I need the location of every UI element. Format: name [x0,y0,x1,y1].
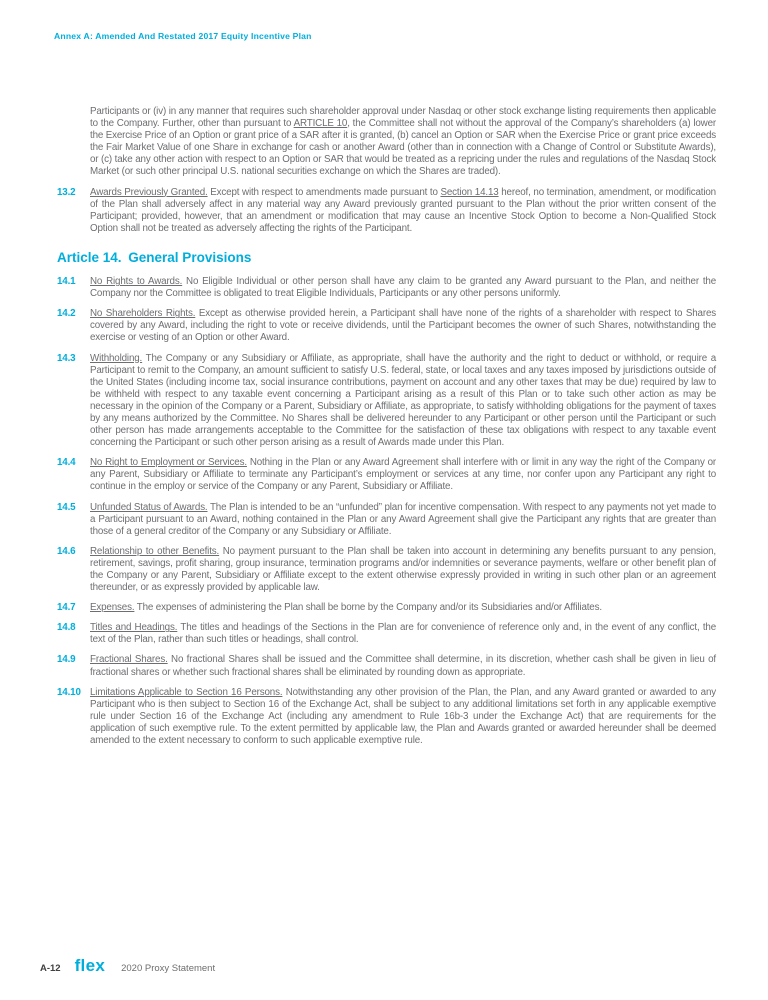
text-run: The titles and headings of the Sections in the Plan are for convenience of reference only and, in the event of any conflict, the text of the Plan, rather than such titles or headings, shall control. [90,622,716,646]
underlined-text: Section 14.13 [440,186,499,198]
proxy-statement-label: 2020 Proxy Statement [121,963,216,974]
section-number: 14.8 [57,622,76,634]
underlined-text: Expenses. [90,602,135,614]
underlined-text: Relationship to other Benefits. [90,545,220,557]
underlined-text: Titles and Headings. [90,622,178,634]
section-number: 14.4 [57,457,76,469]
numbered-section-item [57,622,716,646]
section-number: 14.5 [57,501,76,513]
text-run: No payment pursuant to the Plan shall be taken into account in determining any benefits pursuant to any pension, retirement, savings, profit sharing, group insurance, termination programs and/or indemnities or severance payments, welfare or other benefit plan of the Company or any Parent, Subsidiary or Affiliate except to the extent otherwise expressly provided in writing in such other plan or an agreement thereunder, or as expressly provided by applicable law. [90,545,716,594]
numbered-section-item [57,276,716,300]
article-heading: Article 14. General Provisions [57,249,252,265]
text-run: hereof, no termination, amendment, or modification of the Plan shall adversely affect in any material way any Award previously granted pursuant to the Plan without the prior written consent of the Participant; provided, however, that an amendment or modification that may cause an Incentive Stock Option to become a Non-Qualified Stock Option shall not be treated as adversely affecting the rights of the Participant. [90,186,716,234]
numbered-section-item [57,654,716,678]
text-run: Participants or (iv) in any manner that requires such shareholder approval under Nasdaq or other stock exchange listing requirements then applicable to the Company. Further, other than pursuant to [90,106,716,130]
underlined-text: No Right to Employment or Services. [90,457,247,469]
section-number: 14.2 [57,308,76,320]
section-number: 14.9 [57,654,76,666]
section-text [90,654,716,678]
section-text [90,187,716,235]
underlined-text: No Shareholders Rights. [90,308,196,320]
section-text [90,353,716,450]
text-run: Nothing in the Plan or any Award Agreement shall interfere with or limit in any way the right of the Company or any Parent, Subsidiary or Affiliate to terminate any Participant’s employment or services at any time, nor confer upon any Participant any right to continue in the employ or service of the Company or any Parent, Subsidiary or Affiliate. [90,457,716,493]
numbered-section-item [57,687,716,747]
annex-title: Annex A: Amended And Restated 2017 Equity Incentive Plan [54,31,312,41]
text-run: Except as otherwise provided herein, a Participant shall have none of the rights of a shareholder with respect to Shares covered by any Award, including the right to vote or receive dividends, until the Participant becomes the owner of such Shares, notwithstanding the exercise or vesting of an Option or other Award. [90,308,716,344]
section-text [90,546,716,594]
underlined-text: Fractional Shares. [90,654,168,666]
page-footer [40,956,215,976]
text-run: No Eligible Individual or other person shall have any claim to be granted any Award pursuant to the Plan, and neither the Company nor the Committee is obligated to treat Eligible Individuals, Participants or any other persons uniformly. [90,276,716,300]
section-number: 14.7 [57,602,76,614]
text-run: Except with respect to amendments made pursuant to [207,186,441,198]
underlined-text: Awards Previously Granted. [90,186,208,198]
section-number: 14.1 [57,276,76,288]
text-run: , the Committee shall not without the approval of the Company’s shareholders (a) lower the Exercise Price of an Option or grant price of a SAR after it is granted, (b) cancel an Option or SAR when the Exercise Price or grant price exceeds the Fair Market Value of one Share in exchange for cash or another Award (other than in connection with a Change of Control or Substitute Awards), or (c) take any other action with respect to an Option or SAR that would be treated as a repricing under the rules and regulations of the Nasdaq Stock Market (or such other principal U.S. national securities exchange on which the Shares are traded). [90,118,716,178]
numbered-section-item [57,353,716,450]
numbered-section-item [57,187,716,235]
numbered-section-item [57,502,716,538]
section-text [90,308,716,344]
numbered-section-item [57,457,716,493]
numbered-section-item [57,308,716,344]
section-number: 13.2 [57,186,76,198]
page-number: A-12 [40,963,61,974]
underlined-text: Withholding. [90,352,143,364]
section-number: 14.3 [57,352,76,364]
text-run: No fractional Shares shall be issued and the Committee shall determine, in its discretion, whether cash shall be given in lieu of fractional shares or whether such fractional shares shall be eliminated by rounding down as appropriate. [90,654,716,678]
section-text [90,502,716,538]
underlined-text: No Rights to Awards. [90,276,183,288]
section-text [90,602,716,614]
underlined-text: Limitations Applicable to Section 16 Persons. [90,686,283,698]
section-text [90,457,716,493]
numbered-section-item [57,602,716,614]
section-text [90,276,716,300]
numbered-section-item [57,546,716,594]
text-run: The Company or any Subsidiary or Affiliate, as appropriate, shall have the authority and the right to deduct or withhold, or require a Participant to remit to the Company, an amount sufficient to satisfy U.S. federal, state, or local taxes and any taxes imposed by jurisdictions outside of the United States (including income tax, social insurance contributions, payment on account and any other taxes that may be due) required by law to be withheld with respect to any taxable event concerning a Participant arising as a result of this Plan or to take such other action as may be necessary in the opinion of the Company or a Parent, Subsidiary or Affiliate, as appropriate, to satisfy withholding obligations for the payment of taxes by any means authorized by the Committee. No Shares shall be delivered hereunder to any Participant or other person until the Participant or such other person has made arrangements acceptable to the Committee for the satisfaction of these tax obligations with respect to any taxable event concerning the Participant or such other person arising as a result of Awards made under this Plan. [90,352,716,449]
section-number: 14.6 [57,545,76,557]
document-content [57,106,716,755]
text-run: The expenses of administering the Plan shall be borne by the Company and/or its Subsidiaries and/or Affiliates. [134,602,602,614]
underlined-text: ARTICLE 10 [293,118,348,130]
section-text [90,687,716,747]
text-run: Notwithstanding any other provision of the Plan, the Plan, and any Award granted or awarded to any Participant who is then subject to Section 16 of the Exchange Act, shall be subject to any additional limitations set forth in any applicable exemptive rule under Section 16 of the Exchange Act (including any amendment to Rule 16b-3 under the Exchange Act) that are requirements for the application of such exemptive rule. To the extent permitted by applicable law, the Plan and Awards granted or awarded hereunder shall be deemed amended to the extent necessary to conform to such applicable exemptive rule. [90,686,716,747]
text-run: The Plan is intended to be an “unfunded” plan for incentive compensation. With respect to any payments not yet made to a Participant pursuant to an Award, nothing contained in the Plan or any Award Agreement shall give the Participant any rights that are greater than those of a general creditor of the Company or any Subsidiary or Affiliate. [90,501,716,537]
underlined-text: Unfunded Status of Awards. [90,501,208,513]
flex-logo: flex [74,956,106,975]
section-number: 14.10 [57,686,81,698]
section-text [90,622,716,646]
body-paragraph [90,106,716,179]
